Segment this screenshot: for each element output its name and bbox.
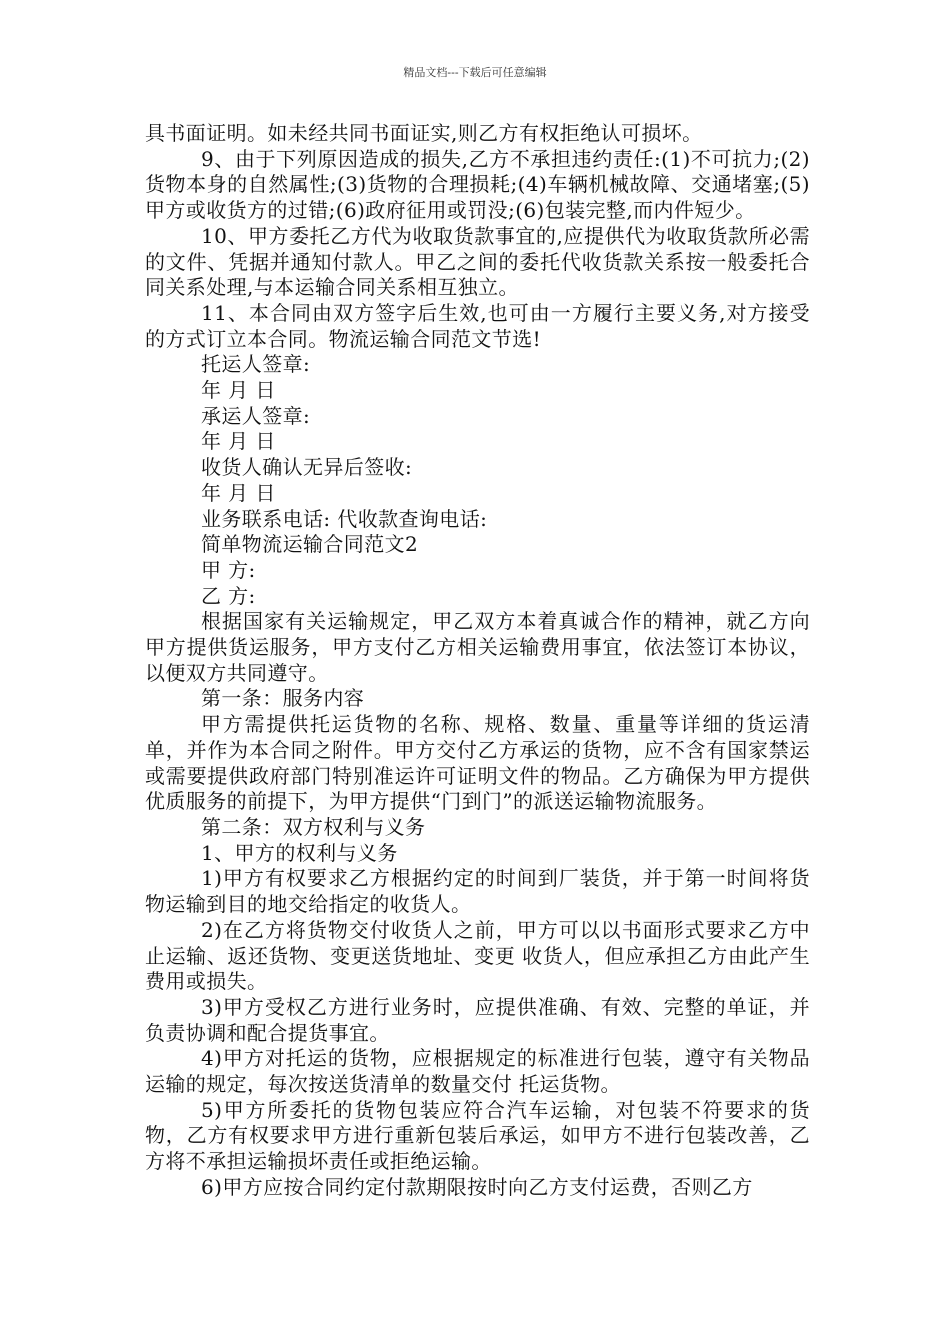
section-title: 简单物流运输合同范文2	[201, 532, 419, 557]
article-2-heading: 第二条：双方权利与义务	[201, 814, 426, 839]
paragraph-item-2: 2)在乙方将货物交付收货人之前，甲方可以以书面形式要求乙方中止运输、返还货物、变更送货地址、变更 收货人，但应承担乙方由此产生费用或损失。	[145, 917, 810, 994]
paragraph-item-1: 1)甲方有权要求乙方根据约定的时间到厂装货，并于第一时间将货物运输到目的地交给指定的收货人。	[145, 866, 810, 917]
party-b-line: 乙 方:	[201, 583, 256, 608]
paragraph-item-3: 3)甲方受权乙方进行业务时，应提供准确、有效、完整的单证，并负责协调和配合提货事宜。	[145, 994, 810, 1045]
subsection-heading: 1、甲方的权利与义务	[201, 840, 398, 865]
paragraph-clause-10: 10、甲方委托乙方代为收取货款事宜的,应提供代为收取货款所必需的文件、凭据并通知付款人。甲乙之间的委托代收货款关系按一般委托合同关系处理,与本运输合同关系相互独立。	[145, 223, 810, 300]
paragraph-item-5: 5)甲方所委托的货物包装应符合汽车运输，对包装不符要求的货物，乙方有权要求甲方进行重新包装后承运，如甲方不进行包装改善，乙方将不承担运输损坏责任或拒绝运输。	[145, 1097, 810, 1174]
paragraph-continuation: 具书面证明。如未经共同书面证实,则乙方有权拒绝认可损坏。	[145, 121, 703, 145]
consignee-signature-line: 收货人确认无异后签收:	[201, 455, 413, 480]
carrier-signature-line: 承运人签章:	[201, 403, 311, 428]
article-1-paragraph: 甲方需提供托运货物的名称、规格、数量、重量等详细的货运清单，并作为本合同之附件。甲方交付乙方承运的货物，应不含有国家禁运或需要提供政府部门特别准运许可证明文件的物品。乙方确保为甲方提供优质服务的前提下，为甲方提供“门到门”的派送运输物流服务。	[145, 712, 810, 814]
date-line: 年 月 日	[201, 480, 276, 505]
date-line: 年 月 日	[201, 378, 276, 403]
party-a-line: 甲 方:	[201, 557, 256, 582]
paragraph-item-4: 4)甲方对托运的货物，应根据规定的标准进行包装，遵守有关物品运输的规定，每次按送货清单的数量交付 托运货物。	[145, 1046, 810, 1097]
date-line: 年 月 日	[201, 429, 276, 454]
preamble-paragraph: 根据国家有关运输规定，甲乙双方本着真诚合作的精神，就乙方向甲方提供货运服务，甲方支付乙方相关运输费用事宜，依法签订本协议，以便双方共同遵守。	[145, 609, 810, 685]
paragraph-item-6: 6)甲方应按合同约定付款期限按时向乙方支付运费，否则乙方	[201, 1174, 753, 1199]
contact-phone-line: 业务联系电话: 代收款查询电话:	[201, 506, 488, 531]
article-1-heading: 第一条：服务内容	[201, 686, 365, 711]
paragraph-clause-9: 9、由于下列原因造成的损失,乙方不承担违约责任:(1)不可抗力;(2)货物本身的自然属性;(3)货物的合理损耗;(4)车辆机械故障、交通堵塞;(5)甲方或收货方的过错;(6)政府征用或罚没;(6)包装完整,而内件短少。	[145, 146, 810, 223]
page-header: 精品文档---下载后可任意编辑	[403, 66, 547, 79]
shipper-signature-line: 托运人签章:	[201, 352, 311, 377]
document-body	[145, 121, 810, 1201]
paragraph-clause-11: 11、本合同由双方签字后生效,也可由一方履行主要义务,对方接受的方式订立本合同。物流运输合同范文节选!	[145, 300, 810, 351]
